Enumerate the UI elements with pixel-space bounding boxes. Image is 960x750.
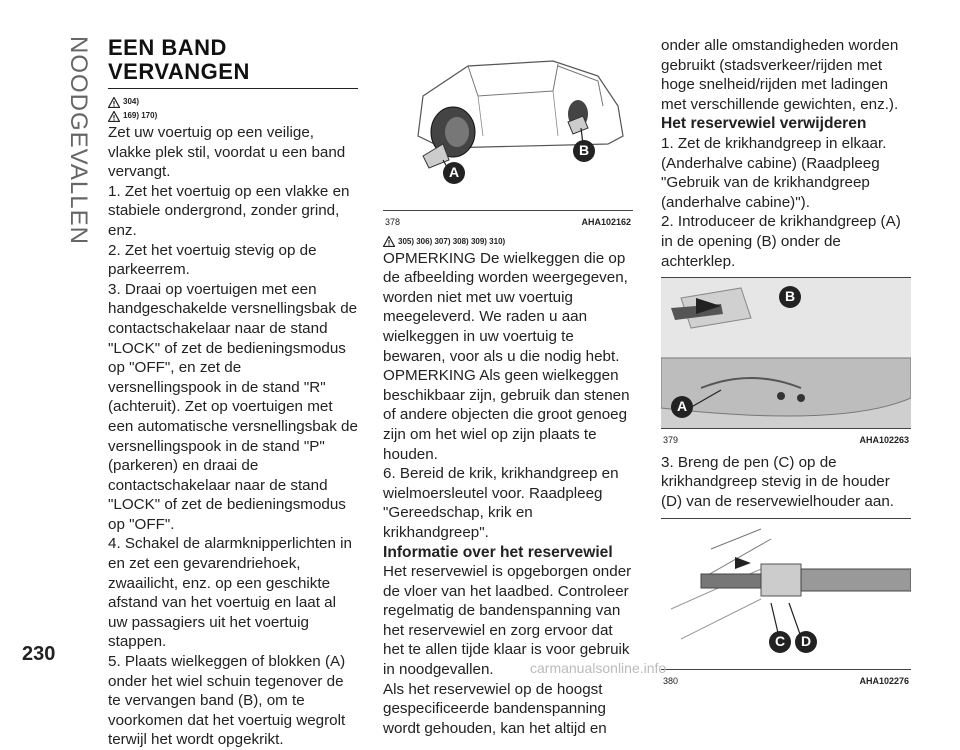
page-number: 230 — [22, 643, 56, 665]
step-2: 2. Introduceer de krikhandgreep (A) in de opening (B) onder de achterklep. — [661, 213, 901, 270]
warning-ref-text: 305) 306) 307) 308) 309) 310) — [398, 236, 506, 246]
warning-triangle-icon — [108, 97, 120, 108]
label-c-badge: C — [769, 631, 791, 653]
warning-ref-text: 169) 170) — [123, 111, 158, 120]
figure-number: 380 — [663, 675, 679, 686]
subheading-remove-spare: Het reservewiel verwijderen — [661, 115, 867, 133]
label-d-badge: D — [795, 631, 817, 653]
step-4: 4. Schakel de alarmknipperlichten in en zet een gevarendriehoek, zwaailicht, enz. op een geschikte afstand van het voertuig en laat al uw passagiers uit het voertuig stappen. — [108, 535, 352, 651]
figure-code: AHA102263 — [859, 435, 909, 446]
column-1 — [108, 36, 358, 750]
label-b-badge: B — [779, 286, 801, 308]
step-5: 5. Plaats wielkeggen of blokken (A) onder het wiel schuin tegenover de te vervangen band (B), om te voorkomen dat het voertuig wegrolt terwijl het wordt opgekrikt. — [108, 653, 346, 749]
title-rule — [108, 88, 358, 89]
warning-ref-text: 304) — [123, 97, 140, 106]
subheading-spare-info: Informatie over het reservewiel — [383, 543, 613, 561]
section-title-line1: EEN BAND — [108, 35, 227, 60]
label-b-badge: B — [573, 140, 595, 162]
column-3 — [661, 36, 911, 693]
figure-number: 378 — [385, 217, 401, 227]
figure-380 — [661, 519, 911, 670]
label-a-badge: A — [671, 396, 693, 418]
label-a-badge: A — [443, 162, 465, 184]
paragraph: Zet uw voertuig op een veilige, vlakke plek stil, voordat u een band vervangt. — [108, 124, 346, 181]
figure-code: AHA102276 — [859, 675, 909, 686]
figure-caption — [383, 211, 633, 235]
step-3: 3. Breng de pen (C) op de krikhandgreep stevig in de houder (D) van de reservewielhouder aan. — [661, 453, 894, 510]
figure-379 — [661, 278, 911, 429]
figure-code: AHA102162 — [581, 217, 631, 227]
paragraph: onder alle omstandigheden worden gebruikt (stadsverkeer/rijden met hoge snelheid/rijden met ladingen met verschillende gewichten, enz.). — [661, 37, 899, 113]
warning-triangle-icon — [108, 111, 120, 122]
step-2: 2. Zet het voertuig stevig op de parkeerrem. — [108, 241, 317, 279]
note-2: OPMERKING Als geen wielkeggen beschikbaar zijn, gebruik dan stenen of andere objecten die groot genoeg zijn om het wiel op zijn plaats te houden. — [383, 367, 630, 463]
pickup-truck-illustration — [383, 36, 633, 210]
section-title-line2: VERVANGEN — [108, 59, 250, 84]
note-1: OPMERKING De wielkeggen die op de afbeelding worden weergegeven, worden niet met uw voertuig meegeleverd. We raden u aan wielkeggen in uw voertuig te bewaren, voor als u die nodig hebt. — [383, 249, 628, 365]
watermark: carmanualsonline.info — [530, 660, 667, 676]
step-3: 3. Draai op voertuigen met een handgeschakelde versnellingsbak de contactschakelaar naar de stand "LOCK" of zet de bedieningsmodus op "OFF", en zet de versnellingspook in de stand "R" (achteruit). Zet op voertuigen met een automatische versnellingsbak de versnellingspook in de stand "P" (parkeren) en draai de contactschakelaar naar de stand "LOCK" of zet de bedieningsmodus op "OFF". — [108, 280, 358, 533]
paragraph: Het reservewiel is opgeborgen onder de vloer van het laadbed. Controleer regelmatig de bandenspanning van het reservewiel en zorg ervoor dat het te allen tijde klaar is voor gebruik in noodgevallen. — [383, 563, 632, 679]
figure-caption — [661, 429, 911, 453]
figure-caption — [661, 670, 911, 694]
section-side-title: NOODGEVALLEN — [65, 36, 92, 245]
step-1: 1. Zet de krikhandgreep in elkaar. (Anderhalve cabine) (Raadpleeg "Gebruik van de krikhandgreep (anderhalve cabine)"). — [661, 134, 887, 211]
step-1: 1. Zet het voertuig op een vlakke en stabiele ondergrond, zonder grind, enz. — [108, 182, 350, 239]
column-2 — [383, 36, 633, 738]
figure-number: 379 — [663, 435, 679, 446]
warning-ref-3 — [383, 235, 633, 249]
warning-triangle-icon — [383, 236, 395, 247]
warning-ref-2 — [108, 109, 358, 123]
paragraph: Als het reservewiel op de hoogst gespecificeerde bandenspanning wordt gehouden, kan het altijd en — [383, 680, 607, 737]
figure-378 — [383, 36, 633, 211]
step-6: 6. Bereid de krik, krikhandgreep en wielmoersleutel voor. Raadpleeg "Gereedschap, krik en krikhandgreep". — [383, 465, 619, 541]
warning-ref-1 — [108, 95, 358, 109]
